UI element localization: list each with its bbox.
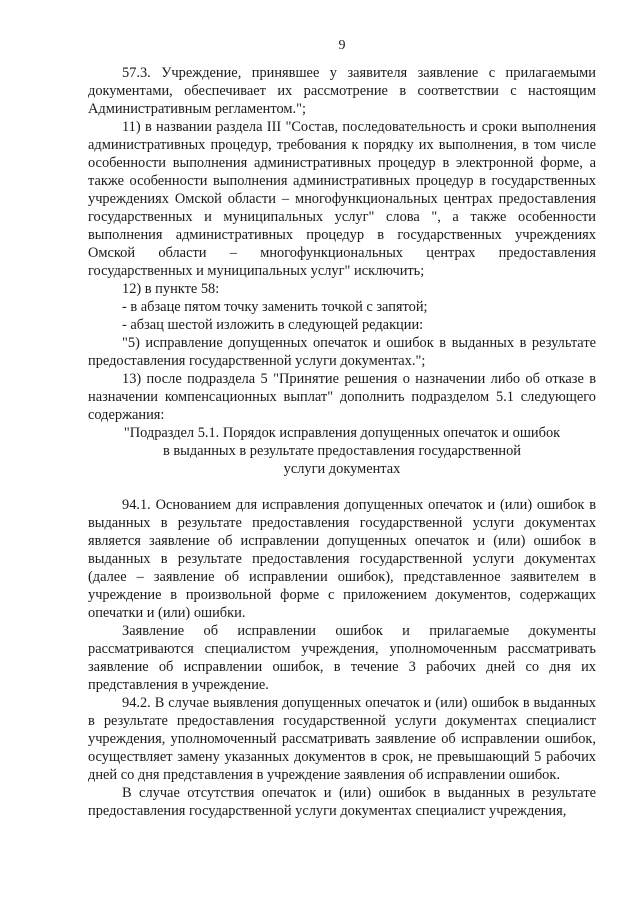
paragraph-item-13: 13) после подраздела 5 "Принятие решения о назначении либо об отказе в назначении компенсационных выплат" дополнить подразделом 5.1 следующего содержания: [88, 371, 596, 423]
paragraph-item-11: 11) в названии раздела III "Состав, последовательность и сроки выполнения административных процедур, требования к порядку их выполнения, в том числе особенности выполнения административных процедур в электронной форме, а также особенности выполнения административных процедур в государственных учреждениях Омской области – многофункциональных центрах предоставления государственных и муниципальных услуг" слова ", а также особенности выполнения административных процедур в государственных учреждениях Омской области – многофункциональных центрах предоставления государственных и муниципальных услуг" исключить; [88, 119, 596, 279]
paragraph-item-12: 12) в пункте 58: [122, 281, 220, 297]
paragraph-dash-1: - в абзаце пятом точку заменить точкой с запятой; [122, 299, 428, 315]
subsection-heading [88, 424, 596, 478]
heading-line-3: услуги документах [283, 461, 401, 477]
paragraph-no-errors: В случае отсутствия опечаток и (или) ошибок в выданных в результате предоставления государственной услуги документах специалист учреждения, [88, 785, 596, 819]
document-page [88, 0, 596, 905]
paragraph-quote-5: "5) исправление допущенных опечаток и ошибок в выданных в результате предоставления государственной услуги документах."; [88, 335, 596, 369]
paragraph-57-3: 57.3. Учреждение, принявшее у заявителя заявление с прилагаемыми документами, обеспечивает их рассмотрение в соответствии с настоящим Административным регламентом."; [88, 65, 596, 117]
heading-spacer [88, 478, 596, 496]
paragraph-dash-2: - абзац шестой изложить в следующей редакции: [122, 317, 424, 333]
paragraph-application-review: Заявление об исправлении ошибок и прилагаемые документы рассматриваются специалистом учреждения, уполномоченным рассматривать заявление об исправлении ошибок, в течение 3 рабочих дней со дня их представления в учреждение. [88, 623, 596, 693]
paragraph-94-2: 94.2. В случае выявления допущенных опечаток и (или) ошибок в выданных в результате предоставления государственной услуги документах специалист учреждения, уполномоченный рассматривать заявление об исправлении ошибок, осуществляет замену указанных документов в срок, не превышающий 5 рабочих дней со дня представления в учреждение заявления об исправлении ошибок. [88, 695, 596, 783]
heading-line-1: "Подраздел 5.1. Порядок исправления допущенных опечаток и ошибок [123, 425, 561, 441]
document-body [88, 64, 596, 820]
page-number: 9 [338, 38, 346, 53]
heading-line-2: в выданных в результате предоставления государственной [162, 443, 522, 459]
paragraph-94-1: 94.1. Основанием для исправления допущенных опечаток и (или) ошибок в выданных в результате предоставления государственной услуги документах является заявление об исправлении допущенных опечаток и (или) ошибок в выданных в результате предоставления государственной услуги документах (далее – заявление об исправлении ошибок), представленное заявителем в учреждение в произвольной форме с приложением документов, содержащих опечатки и (или) ошибки. [88, 497, 596, 621]
